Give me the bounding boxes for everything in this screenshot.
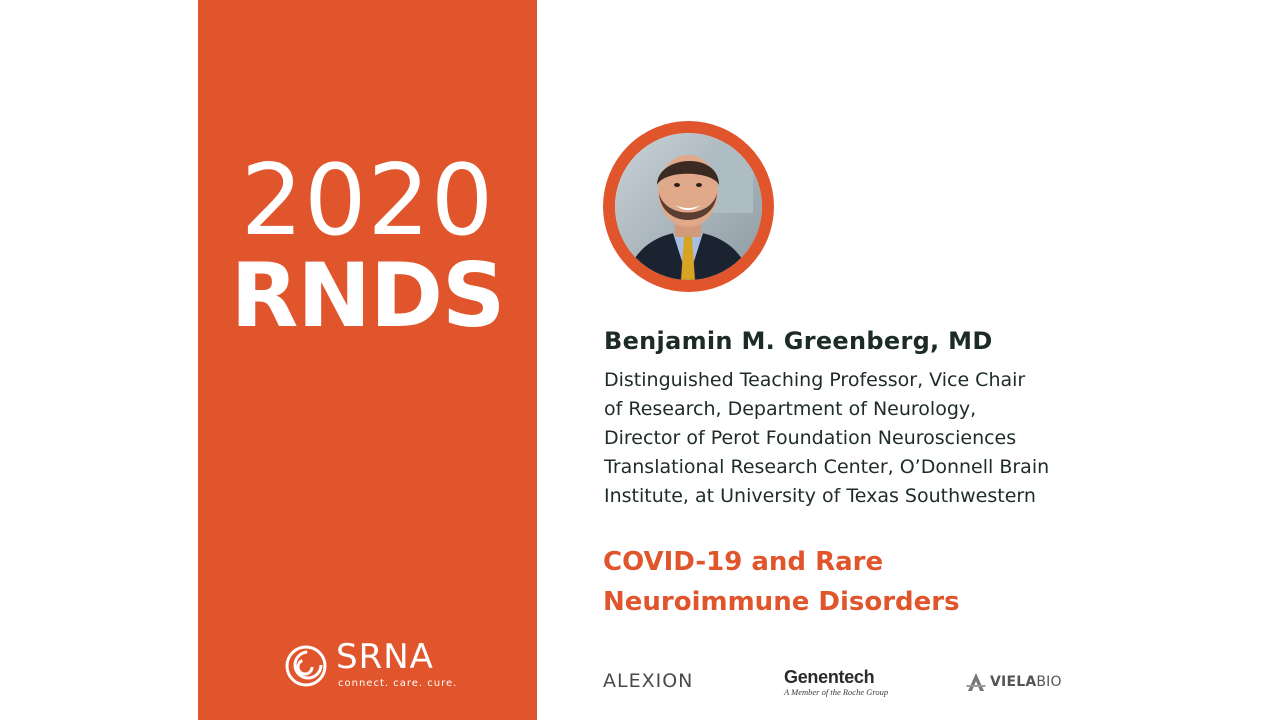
genentech-logo (780, 666, 900, 700)
vielabio-logo (962, 666, 1072, 700)
speaker-title-line: Translational Research Center, O’Donnell Brain (604, 456, 1050, 478)
speaker-title-line: Institute, at University of Texas Southwestern (604, 485, 1036, 507)
srna-wordmark: SRNA (336, 637, 434, 677)
speaker-photo (615, 133, 762, 280)
speaker-portrait-image (615, 133, 762, 280)
talk-title-line: COVID-19 and Rare (603, 547, 884, 577)
speaker-title-line: Distinguished Teaching Professor, Vice Chair (604, 369, 1026, 391)
alexion-wordmark: ALEXION (603, 670, 694, 692)
srna-tagline: connect. care. cure. (338, 678, 458, 689)
vielabio-wordmark-bold: VIELA (990, 674, 1037, 690)
speaker-photo-frame (603, 121, 774, 292)
talk-title-line: Neuroimmune Disorders (603, 587, 960, 617)
speaker-title-line: of Research, Department of Neurology, (604, 398, 977, 420)
speaker-title-line: Director of Perot Foundation Neurosciences (604, 427, 1017, 449)
speaker-title (604, 366, 1124, 511)
talk-title (603, 542, 960, 622)
alexion-logo (601, 666, 721, 700)
srna-logo (282, 637, 462, 692)
vielabio-wordmark (990, 674, 1062, 690)
srna-swirl-icon (284, 644, 328, 688)
event-year: 2020 (240, 144, 495, 258)
event-name: RNDS (230, 244, 505, 347)
vielabio-wordmark-light: BIO (1036, 674, 1062, 690)
vielabio-mark-icon (964, 671, 988, 693)
title-panel (198, 0, 537, 720)
genentech-subtitle: A Member of the Roche Group (784, 687, 889, 697)
genentech-wordmark: Genentech (784, 667, 875, 687)
speaker-name: Benjamin M. Greenberg, MD (604, 327, 993, 355)
